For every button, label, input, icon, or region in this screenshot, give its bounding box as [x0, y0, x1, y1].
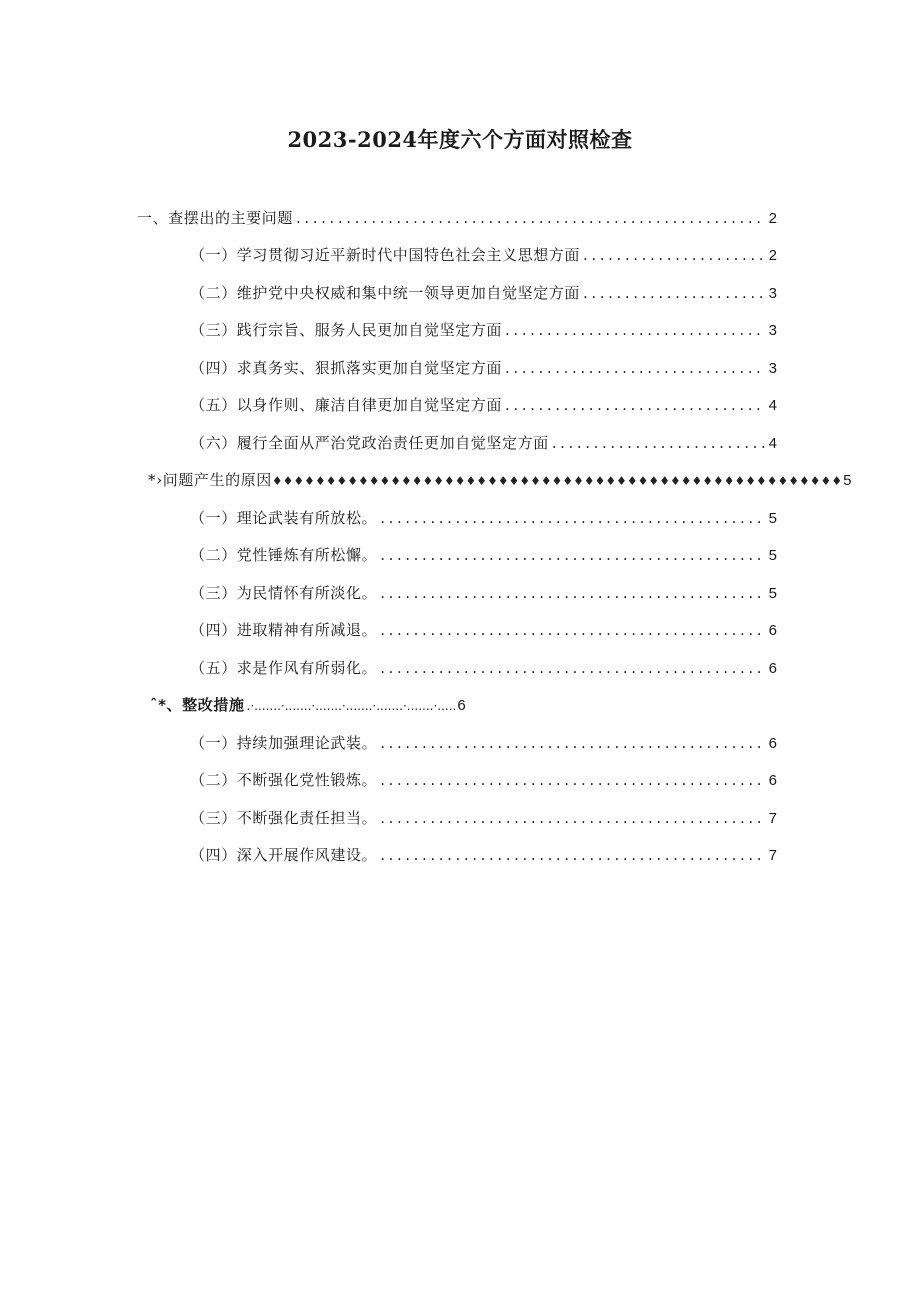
- toc-dot-leader: [380, 583, 765, 603]
- toc-entry-label: （四）求真务实、狠抓落实更加自觉坚定方面: [190, 359, 503, 377]
- toc-page-number: 3: [768, 360, 777, 377]
- toc-page-number: 2: [768, 247, 777, 264]
- toc-dot-leader: [583, 245, 766, 265]
- toc-entry-label: 一、查摆出的主要问题: [137, 209, 294, 227]
- toc-entry[interactable]: [190, 808, 777, 829]
- toc-page-number: 6: [457, 697, 466, 714]
- toc-dot-leader: [505, 358, 766, 378]
- toc-entry-label: （六）履行全面从严治党政治责任更加自觉坚定方面: [190, 434, 549, 452]
- toc-dot-leader: [380, 620, 765, 640]
- toc-page-number: 4: [768, 435, 777, 452]
- toc-entry-label: （二）不断强化党性锻炼。: [190, 771, 378, 789]
- toc-entry-label: （四）深入开展作风建设。: [190, 846, 378, 864]
- toc-page-number: 7: [768, 847, 777, 864]
- toc-dot-leader: [552, 433, 766, 453]
- toc-diamond-leader: ♦♦♦♦♦♦♦♦♦♦♦♦♦♦♦♦♦♦♦♦♦♦♦♦♦♦♦♦♦♦♦♦♦♦♦♦♦♦♦♦♦♦♦♦♦♦♦♦♦♦♦♦♦: [271, 474, 843, 488]
- toc-entry[interactable]: [190, 583, 777, 604]
- toc-entry[interactable]: [190, 845, 777, 866]
- toc-entry-label: （一）持续加强理论武装。: [190, 734, 378, 752]
- toc-entry-label: （二）党性锤炼有所松懈。: [190, 546, 378, 564]
- toc-entry[interactable]: [190, 433, 777, 454]
- toc-entry-label: （一）理论武装有所放松。: [190, 509, 378, 527]
- toc-mixed-leader: .·.......·.......·.......·.......·.......·.......·.....: [246, 699, 457, 713]
- toc-dot-leader: [380, 658, 765, 678]
- toc-entry-label: （二）维护党中央权威和集中统一领导更加自觉坚定方面: [190, 284, 581, 302]
- toc-entry[interactable]: [190, 733, 777, 754]
- toc-entry[interactable]: [190, 508, 777, 529]
- toc-page-number: 6: [768, 772, 777, 789]
- toc-entry[interactable]: [190, 245, 777, 266]
- toc-page-number: 3: [768, 285, 777, 302]
- toc-dot-leader: [380, 808, 765, 828]
- toc-entry[interactable]: [190, 545, 777, 566]
- toc-page-number: 5: [768, 510, 777, 527]
- toc-page-number: 5: [843, 472, 852, 489]
- toc-entry[interactable]: [190, 358, 777, 379]
- toc-entry-label: *›问题产生的原因: [148, 471, 272, 489]
- toc-entry-label: ˆ*、整改措施: [150, 696, 245, 714]
- toc-dot-leader: [380, 508, 765, 528]
- toc-dot-leader: [380, 545, 765, 565]
- document-title: 2023-2024年度六个方面对照检查: [287, 127, 633, 152]
- toc-entry[interactable]: [190, 320, 777, 341]
- toc-entry-label: （三）不断强化责任担当。: [190, 809, 378, 827]
- toc-dot-leader: [380, 733, 765, 753]
- toc-entry-causes[interactable]: [148, 470, 851, 491]
- toc-page-number: 6: [768, 660, 777, 677]
- toc-page-number: 3: [768, 322, 777, 339]
- toc-page-number: 5: [768, 547, 777, 564]
- toc-dot-leader: [296, 208, 766, 228]
- toc-entry-label: （五）以身作则、廉洁自律更加自觉坚定方面: [190, 396, 503, 414]
- toc-entry-label: （五）求是作风有所弱化。: [190, 659, 378, 677]
- toc-entry[interactable]: [190, 770, 777, 791]
- toc-dot-leader: [505, 395, 766, 415]
- toc-entry-label: （三）为民情怀有所淡化。: [190, 584, 378, 602]
- toc-page-number: 5: [768, 585, 777, 602]
- toc-dot-leader: [380, 770, 765, 790]
- toc-dot-leader: [583, 283, 766, 303]
- toc-page-number: 4: [768, 397, 777, 414]
- toc-entry-main-problems[interactable]: [137, 208, 777, 229]
- toc-entry-label: （四）进取精神有所减退。: [190, 621, 378, 639]
- toc-entry-label: （三）践行宗旨、服务人民更加自觉坚定方面: [190, 321, 503, 339]
- toc-entry-rectification[interactable]: [150, 695, 466, 716]
- toc-entry[interactable]: [190, 620, 777, 641]
- toc-dot-leader: [505, 320, 766, 340]
- toc-entry[interactable]: [190, 283, 777, 304]
- toc-dot-leader: [380, 845, 765, 865]
- toc-page-number: 6: [768, 735, 777, 752]
- toc-page-number: 7: [768, 810, 777, 827]
- toc-page-number: 2: [768, 210, 777, 227]
- toc-entry[interactable]: [190, 658, 777, 679]
- toc-entry-label: （一）学习贯彻习近平新时代中国特色社会主义思想方面: [190, 246, 581, 264]
- toc-page-number: 6: [768, 622, 777, 639]
- toc-entry[interactable]: [190, 395, 777, 416]
